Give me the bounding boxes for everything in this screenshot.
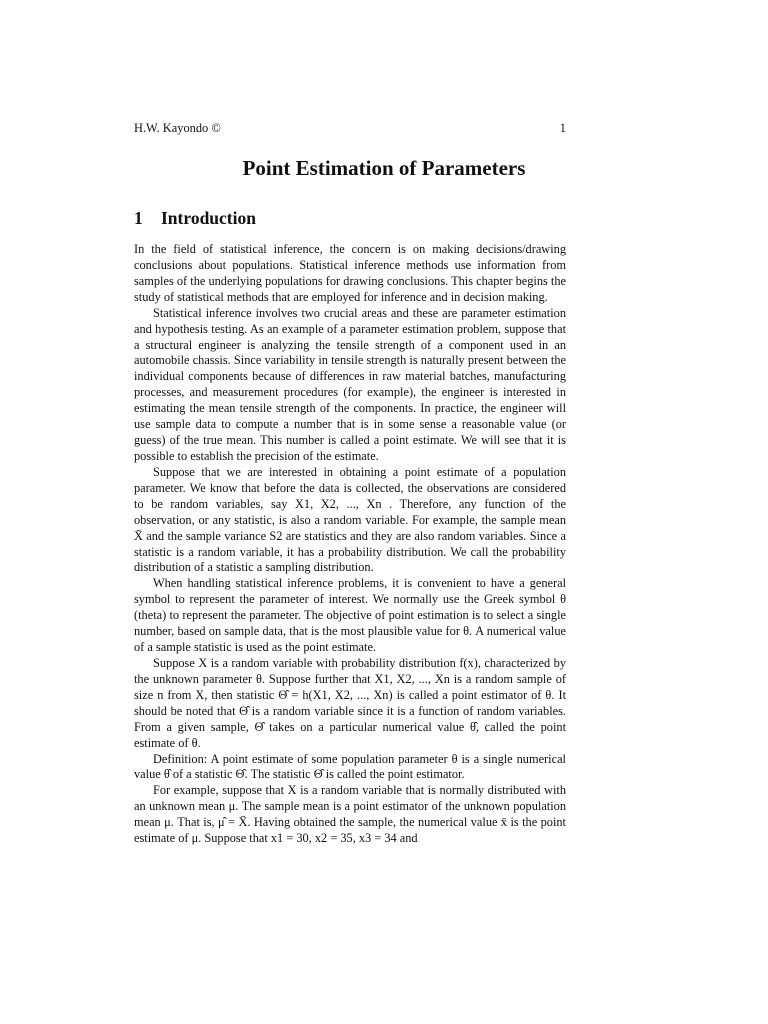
paragraph: Suppose that we are interested in obtaining a point estimate of a population parameter. We know that before the data is collected, the observations are considered to be random variables, say X1, X2, ..., Xn . Therefore, any function of the observation, or any statistic, is also a random variable. For example, the sample mean X̄ and the sample variance S2 are statistics and they are also random variables. Since a statistic is a random variable, it has a probability distribution. We call the probability distribution of a statistic a sampling distribution.: [134, 464, 566, 575]
document-title: Point Estimation of Parameters: [242, 156, 526, 180]
paragraph: Suppose X is a random variable with probability distribution f(x), characterized by the unknown parameter θ. Suppose further that X1, X2, ..., Xn is a random sample of size n from X, then statistic Θ̂ = h(X1, X2, ..., Xn) is called a point estimator of θ. It should be noted that Θ̂ is a random variable since it is a function of random variables. From a given sample, Θ̂ takes on a particular numerical value θ̂, called the point estimate of θ.: [134, 655, 566, 750]
definition-paragraph: Definition: A point estimate of some population parameter θ is a single numerical value θ̂ of a statistic Θ̂. The statistic Θ̂ is called the point estimator.: [134, 751, 566, 782]
body-text: [134, 242, 566, 847]
paragraph: Statistical inference involves two crucial areas and these are parameter estimation and hypothesis testing. As an example of a parameter estimation problem, suppose that a structural engineer is analyzing the tensile strength of a component used in an automobile chassis. Since variability in tensile strength is naturally present between the individual components because of differences in raw material batches, manufacturing processes, and measurement procedures (for example), the engineer is interested in estimating the mean tensile strength of the components. In practice, the engineer will use sample data to compute a number that is in some sense a reasonable value (or guess) of the true mean. This number is called a point estimate. We will see that it is possible to establish the precision of the estimate.: [134, 305, 566, 463]
author-credit: H.W. Kayondo ©: [134, 121, 221, 135]
paragraph: When handling statistical inference problems, it is convenient to have a general symbol to represent the parameter of interest. We normally use the Greek symbol θ (theta) to represent the parameter. The objective of point estimation is to select a single number, based on sample data, that is the most plausible value for θ. A numerical value of a sample statistic is used as the point estimate.: [134, 576, 566, 655]
section-number: 1: [134, 208, 143, 228]
page-number: 1: [559, 121, 566, 135]
paragraph: For example, suppose that X is a random variable that is normally distributed with an unknown mean μ. The sample mean is a point estimator of the unknown population mean μ. That is, μ̂ = X̄. Having obtained the sample, the numerical value x̄ is the point estimate of μ. Suppose that x1 = 30, x2 = 35, x3 = 34 and: [134, 783, 566, 846]
section-title: Introduction: [161, 208, 256, 228]
paragraph: In the field of statistical inference, the concern is on making decisions/drawing conclusions about populations. Statistical inference methods use information from samples of the underlying populations for drawing conclusions. This chapter begins the study of statistical methods that are employed for inference and in decision making.: [134, 242, 566, 304]
page-header: [134, 121, 566, 136]
section-heading: [134, 208, 256, 229]
